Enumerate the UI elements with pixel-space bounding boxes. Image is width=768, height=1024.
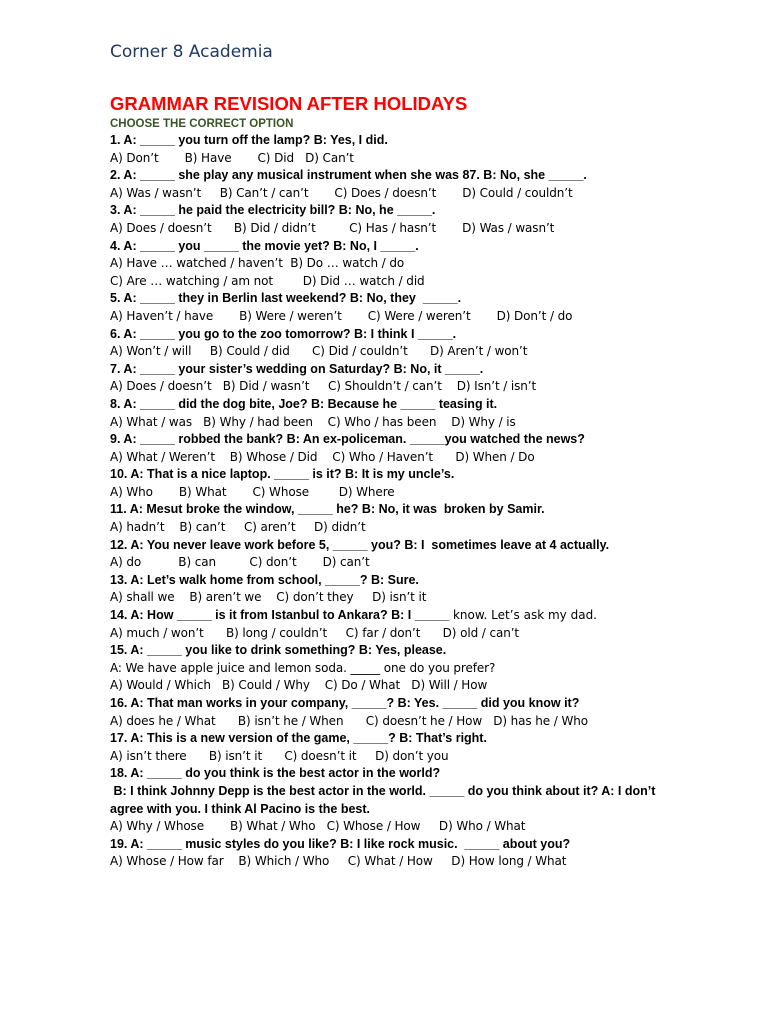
- question-line: 3. A: _____ he paid the electricity bill? B: No, he _____.: [110, 203, 436, 218]
- options-line: A) Does / doesn’t B) Did / didn’t C) Has / hasn’t D) Was / wasn’t: [110, 220, 555, 235]
- question-line: 1. A: _____ you turn off the lamp? B: Yes, I did.: [110, 133, 388, 147]
- options-line: A) What / Weren’t B) Whose / Did C) Who / Haven’t D) When / Do: [110, 449, 535, 464]
- options-line: A) much / won’t B) long / couldn’t C) far / don’t D) old / can’t: [110, 625, 520, 640]
- question-line: [110, 607, 670, 625]
- question-line: 10. A: That is a nice laptop. _____ is it? B: It is my uncle’s.: [110, 467, 455, 482]
- question-line: B: I think Johnny Depp is the best actor in the world. _____ do you think about it? A: I don’t: [110, 783, 656, 798]
- options-line: A) Was / wasn’t B) Can’t / can’t C) Does / doesn’t D) Could / couldn’t: [110, 185, 573, 200]
- question-text-plain: know. Let’s ask my dad.: [452, 608, 597, 623]
- question-line: 9. A: _____ robbed the bank? B: An ex-policeman. _____you watched the news?: [110, 432, 585, 447]
- options-line: A) Don’t B) Have C) Did D) Can’t: [110, 150, 354, 165]
- options-line: A) Would / Which B) Could / Why C) Do / What D) Will / How: [110, 678, 488, 693]
- options-line: A) Why / Whose B) What / Who C) Whose / How D) Who / What: [110, 819, 526, 834]
- question-line: 15. A: _____ you like to drink something? B: Yes, please.: [110, 643, 447, 658]
- options-line: A) do B) can C) don’t D) can’t: [110, 555, 370, 570]
- options-line: A) hadn’t B) can’t C) aren’t D) didn’t: [110, 520, 366, 535]
- options-line: A) Who B) What C) Whose D) Where: [110, 484, 395, 499]
- options-line: A) Haven’t / have B) Were / weren’t C) Were / weren’t D) Don’t / do: [110, 308, 573, 323]
- options-line: A) shall we B) aren’t we C) don’t they D) isn’t it: [110, 590, 427, 605]
- question-line: 17. A: This is a new version of the game, _____? B: That’s right.: [110, 731, 487, 746]
- question-line: 5. A: _____ they in Berlin last weekend? B: No, they _____.: [110, 291, 462, 306]
- question-line: 11. A: Mesut broke the window, _____ he? B: No, it was broken by Samir.: [110, 502, 545, 517]
- question-line: 7. A: _____ your sister’s wedding on Saturday? B: No, it _____.: [110, 361, 484, 376]
- options-line: A) Have … watched / haven’t B) Do … watch / do: [110, 256, 405, 271]
- question-line: 12. A: You never leave work before 5, _____ you? B: I sometimes leave at 4 actually.: [110, 537, 610, 552]
- options-line: A) What / was B) Why / had been C) Who / has been D) Why / is: [110, 414, 516, 429]
- worksheet: [110, 40, 670, 871]
- options-line: A) isn’t there B) isn’t it C) doesn’t it D) don’t you: [110, 748, 449, 763]
- worksheet-title: GRAMMAR REVISION AFTER HOLIDAYS: [110, 93, 468, 114]
- options-line: C) Are … watching / am not D) Did … watch / did: [110, 273, 425, 288]
- instruction: CHOOSE THE CORRECT OPTION: [110, 118, 294, 130]
- options-line: A) Does / doesn’t B) Did / wasn’t C) Shouldn’t / can’t D) Isn’t / isn’t: [110, 379, 537, 394]
- question-line: 19. A: _____ music styles do you like? B: I like rock music. _____ about you?: [110, 836, 571, 851]
- question-list: [110, 132, 670, 871]
- question-line: 18. A: _____ do you think is the best actor in the world?: [110, 766, 441, 781]
- question-line: 16. A: That man works in your company, _____? B: Yes. _____ did you know it?: [110, 696, 580, 710]
- options-line: A) does he / What B) isn’t he / When C) doesn’t he / How D) has he / Who: [110, 713, 588, 728]
- question-line: agree with you. I think Al Pacino is the best.: [110, 801, 371, 816]
- question-line: 8. A: _____ did the dog bite, Joe? B: Because he _____ teasing it.: [110, 396, 498, 411]
- academy-name: Corner 8 Academia: [110, 42, 273, 62]
- question-line: 4. A: _____ you _____ the movie yet? B: No, I _____.: [110, 238, 419, 253]
- question-text: 14. A: How _____ is it from Istanbul to Ankara? B: I _____: [110, 608, 453, 623]
- options-line: A) Won’t / will B) Could / did C) Did / couldn’t D) Aren’t / won’t: [110, 344, 528, 359]
- question-line: 6. A: _____ you go to the zoo tomorrow? B: I think I _____.: [110, 326, 457, 341]
- question-line: 13. A: Let’s walk home from school, _____? B: Sure.: [110, 572, 419, 587]
- question-line: 2. A: _____ she play any musical instrument when she was 87. B: No, she _____.: [110, 168, 587, 183]
- options-line: A) Whose / How far B) Which / Who C) What / How D) How long / What: [110, 854, 567, 869]
- options-line: A: We have apple juice and lemon soda. _____ one do you prefer?: [110, 660, 496, 675]
